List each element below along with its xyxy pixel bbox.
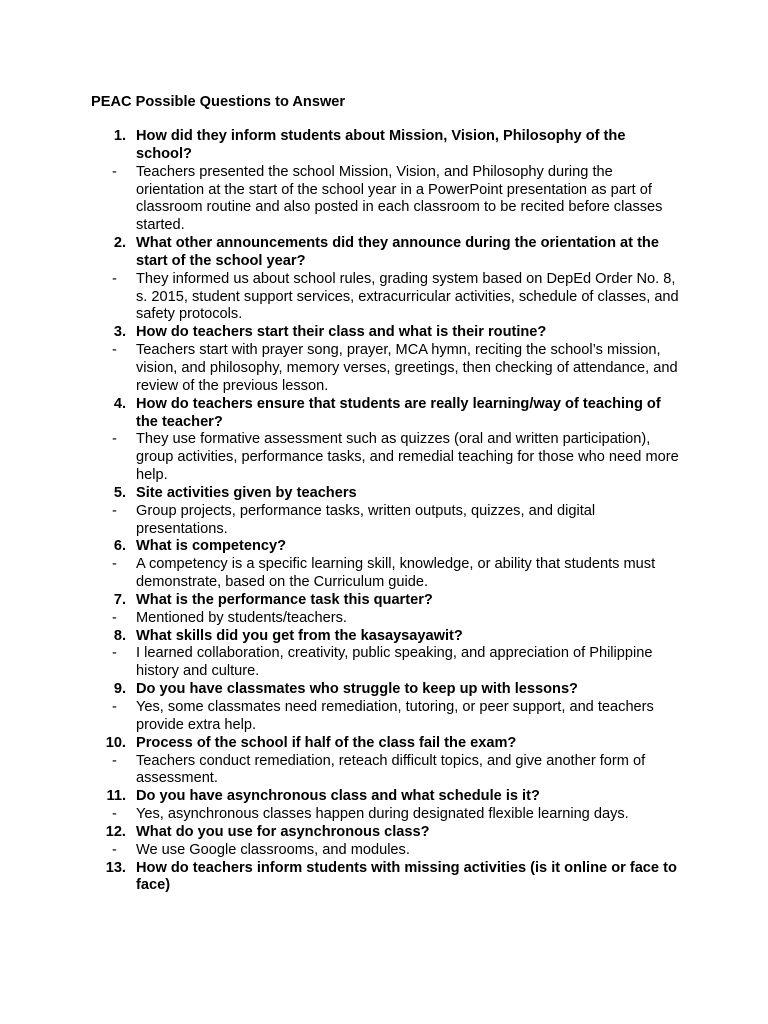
answer-bullet: - — [112, 841, 117, 858]
answer-bullet: - — [112, 752, 117, 769]
answer-item — [0, 271, 684, 325]
question-text: How did they inform students about Mission, Vision, Philosophy of the school? — [136, 128, 626, 162]
question-item — [0, 681, 684, 699]
question-item — [0, 235, 684, 271]
answer-text: They use formative assessment such as quizzes (oral and written participation), group activities, performance tasks, and remedial teaching for those who need more help. — [136, 431, 679, 484]
question-number: 7. — [113, 591, 126, 608]
question-item — [0, 324, 684, 342]
answer-bullet: - — [112, 431, 117, 448]
answer-bullet: - — [112, 270, 117, 287]
answer-bullet: - — [112, 502, 117, 519]
question-item — [0, 735, 684, 753]
answer-text: Teachers conduct remediation, reteach difficult topics, and give another form of assessment. — [136, 752, 646, 787]
question-text: How do teachers start their class and what is their routine? — [136, 324, 547, 341]
question-text: How do teachers inform students with missing activities (is it online or face to face) — [136, 859, 677, 894]
answer-text: Mentioned by students/teachers. — [136, 609, 347, 626]
question-item — [0, 824, 684, 842]
document-title: PEAC Possible Questions to Answer — [91, 94, 346, 110]
question-text: Site activities given by teachers — [136, 484, 357, 501]
answer-bullet: - — [112, 556, 117, 573]
question-text: What is the performance task this quarter? — [136, 591, 433, 608]
answer-bullet: - — [112, 163, 117, 180]
question-number: 8. — [113, 627, 126, 644]
answer-item — [0, 610, 684, 628]
answer-text: Yes, asynchronous classes happen during designated flexible learning days. — [136, 806, 629, 823]
answer-text: Teachers start with prayer song, prayer, MCA hymn, reciting the school’s mission, vision, and philosophy, memory verses, greetings, then checking of attendance, and review of the previous lesson. — [136, 342, 678, 394]
question-item — [0, 538, 684, 556]
question-number: 4. — [113, 395, 126, 412]
answer-text: I learned collaboration, creativity, public speaking, and appreciation of Philippine history and culture. — [136, 645, 653, 680]
answer-text: Group projects, performance tasks, written outputs, quizzes, and digital presentations. — [136, 502, 596, 537]
question-item — [0, 485, 684, 503]
question-text: What skills did you get from the kasaysayawit? — [136, 627, 463, 644]
question-text: Do you have asynchronous class and what schedule is it? — [136, 788, 540, 805]
answer-item — [0, 753, 684, 789]
answer-text: Yes, some classmates need remediation, tutoring, or peer support, and teachers provide extra help. — [136, 699, 654, 733]
question-text: Process of the school if half of the class fail the exam? — [136, 734, 517, 751]
answer-bullet: - — [112, 806, 117, 823]
answer-bullet: - — [112, 609, 117, 626]
question-text: What other announcements did they announce during the orientation at the start of the school year? — [136, 235, 659, 269]
question-number: 9. — [113, 681, 126, 698]
answer-item — [0, 842, 684, 860]
question-number: 10. — [105, 734, 126, 751]
answer-bullet: - — [112, 699, 117, 715]
answer-text: A competency is a specific learning skill, knowledge, or ability that students must demonstrate, based on the Curriculum guide. — [136, 556, 656, 591]
question-number: 1. — [113, 128, 126, 144]
question-text: What is competency? — [136, 538, 287, 555]
answer-item — [0, 556, 684, 592]
question-number: 6. — [113, 538, 126, 555]
question-number: 12. — [105, 823, 126, 840]
question-text: What do you use for asynchronous class? — [136, 823, 430, 840]
question-text: How do teachers ensure that students are really learning/way of teaching of the teacher? — [136, 395, 661, 430]
question-item — [0, 860, 684, 896]
answer-item — [0, 164, 684, 235]
answer-text: We use Google classrooms, and modules. — [136, 841, 410, 858]
question-text: Do you have classmates who struggle to keep up with lessons? — [136, 681, 578, 698]
question-item — [0, 592, 684, 610]
answer-item — [0, 342, 684, 396]
question-item — [0, 628, 684, 646]
answer-text: They informed us about school rules, grading system based on DepEd Order No. 8, s. 2015, student support services, extracurricular activities, schedule of classes, and safety protocols. — [136, 270, 679, 323]
question-number: 3. — [113, 324, 126, 341]
answer-item — [0, 431, 684, 485]
answer-bullet: - — [112, 342, 117, 359]
answer-item — [0, 806, 684, 824]
question-item — [0, 128, 684, 164]
answer-text: Teachers presented the school Mission, Vision, and Philosophy during the orientation at the start of the school year in a PowerPoint presentation as part of classroom routine and also posted in each classroom to be recited before classes started. — [136, 163, 663, 234]
answer-item — [0, 645, 684, 681]
question-list — [0, 128, 768, 895]
answer-bullet: - — [112, 645, 117, 662]
answer-item — [0, 503, 684, 539]
question-number: 5. — [113, 484, 126, 501]
question-number: 13. — [105, 859, 126, 876]
question-item — [0, 788, 684, 806]
question-number: 11. — [106, 788, 126, 805]
question-number: 2. — [113, 235, 126, 252]
answer-item — [0, 699, 684, 735]
question-item — [0, 396, 684, 432]
